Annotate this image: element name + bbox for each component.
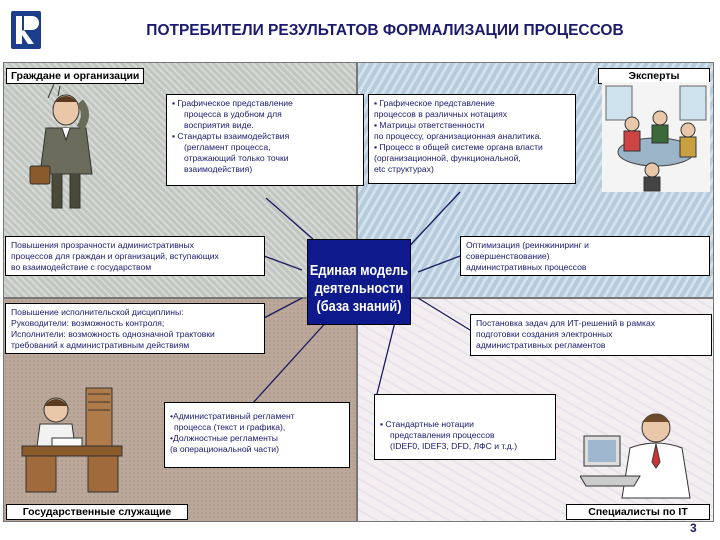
page-title: ПОТРЕБИТЕЛИ РЕЗУЛЬТАТОВ ФОРМАЛИЗАЦИИ ПРОЦЕССОВ [146, 22, 624, 39]
label-experts: Эксперты [598, 68, 710, 84]
computer-user-icon [580, 400, 700, 500]
experts-description-box: ▪ Графическое представление процессов в различных нотациях ▪ Матрицы ответственности по процессу, организационная аналитика. ▪ Процесс в общей системе органа власти (организационной, функциональной, etc структурах) [368, 94, 576, 184]
thinking-man-icon [24, 84, 104, 214]
label-citizens: Граждане и организации [6, 68, 144, 84]
citizens-benefit-box: Повышения прозрачности административных процессов для граждан и организаций, вступающих во взаимодействие с государством [5, 236, 265, 276]
knowledge-base-box: Единая модель деятельности (база знаний) [307, 239, 411, 325]
label-civil-servants: Государственные служащие [6, 504, 188, 520]
page-number: 3 [690, 521, 697, 535]
experts-benefit-box: Оптимизация (реинжиниринг и совершенствование) административных процессов [460, 236, 710, 276]
citizens-description-box: ▪ Графическое представление процесса в удобном для восприятия виде. ▪ Стандарты взаимодействия (регламент процесса, отражающий только точки взаимодействия) [166, 94, 364, 186]
meeting-icon [602, 82, 710, 192]
office-worker-icon [16, 380, 128, 498]
civil-servants-description-box: •Административный регламент процесса (текст и графика), •Должностные регламенты (в операциональной части) [164, 402, 350, 468]
civil-servants-benefit-box: Повышение исполнительской дисциплины: Руководители: возможность контроля; Исполнители: возможность однозначной трактовки требований к административным действиям [5, 303, 265, 354]
label-it-specialists: Специалисты по IT [566, 504, 710, 520]
it-benefit-box: Постановка задач для ИТ-решений в рамках подготовки создания электронных административных регламентов [470, 314, 712, 356]
it-description-box: ▪ Стандартные нотации представления процессов (IDEF0, IDEF3, DFD, ЛФС и т.д.) [374, 394, 556, 460]
